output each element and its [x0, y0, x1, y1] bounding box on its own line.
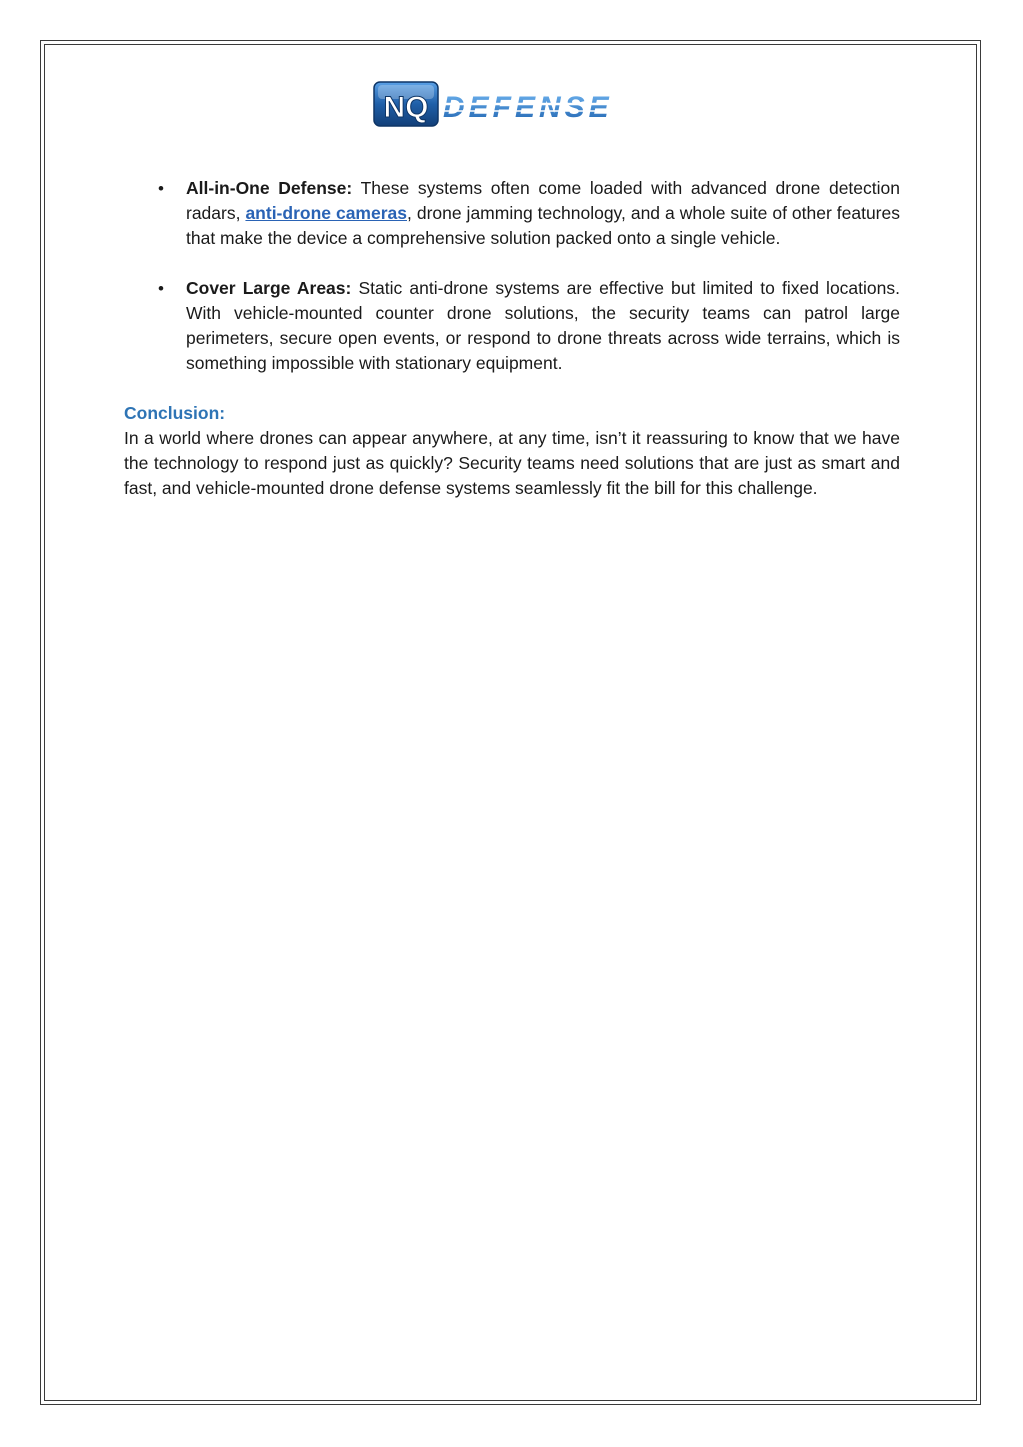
conclusion-paragraph: In a world where drones can appear anywhere, at any time, isn’t it reassuring to know that we have the technology to respond just as quickly? Security teams need solutions that are just as smart and fast, and vehicle-mounted drone defense systems seamlessly fit the bill for this challenge. — [124, 428, 900, 498]
bullet-cover-large-areas — [124, 276, 900, 376]
bullet-text-continued: , drone jamming technology, and a whole suite of other features that make the device a comprehensive solution packed onto a single vehicle. — [186, 203, 900, 248]
bullet-lead: All-in-One Defense: — [186, 178, 353, 198]
bullet-text: Static anti-drone systems are effective but limited to fixed locations. With vehicle-mounted counter drone solutions, the security teams can patrol large perimeters, secure open events, or respond to drone threats across wide terrains, which is something impossible with stationary equipment. — [186, 278, 900, 373]
bullet-text: These systems often come loaded with advanced drone detection radars, — [186, 178, 900, 223]
anti-drone-cameras-link[interactable]: anti-drone cameras — [245, 203, 407, 223]
bullet-icon: • — [158, 279, 164, 298]
logo-badge-text: NQ — [383, 91, 429, 124]
logo-word-text: DEFENSE — [443, 91, 613, 124]
conclusion-heading: Conclusion: — [124, 403, 226, 423]
bullet-icon: • — [158, 179, 164, 198]
bullet-all-in-one-defense — [124, 176, 900, 251]
document-content — [124, 176, 900, 501]
nq-defense-logo — [373, 80, 651, 130]
bullet-lead: Cover Large Areas: — [186, 278, 352, 298]
